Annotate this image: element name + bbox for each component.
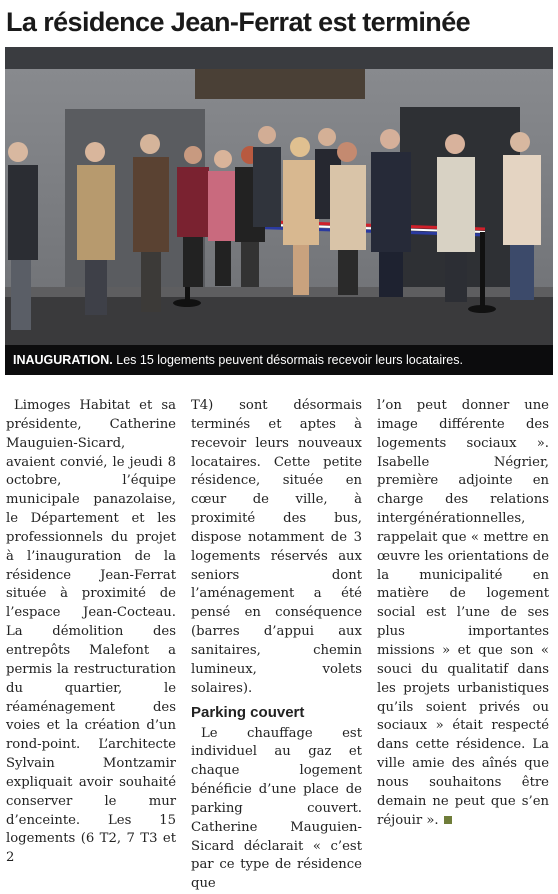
caption-text: Les 15 logements peuvent désormais recevoir leurs locataires.: [113, 353, 463, 367]
article-column-2: [191, 397, 362, 894]
inauguration-photo: [5, 47, 553, 375]
column-2-text-a: T4) sont désormais terminés et aptes à recevoir leurs nouveaux locataires. Cette petite résidence, située en cœur de ville, à proximité des bus, dispose notamment de 3 logements réservés aux seniors dont l’aménagement a été pensé en conséquence (barres d’appui aux sanitaires, chemin lumineux, volets solaires).: [191, 397, 362, 699]
photo-caption: [5, 345, 553, 375]
caption-label: INAUGURATION.: [13, 353, 113, 367]
end-of-article-square-icon: [444, 816, 452, 824]
article-column-3: [377, 397, 549, 830]
column-1-text: Limoges Habitat et sa présidente, Catherine Mauguien-Sicard, avaient convié, le jeudi 8 octobre, l’équipe municipale panazolaise, le Département et les professionnels du projet à l’inauguration de la résidence Jean-Ferrat située à proximité de l’espace Jean-Cocteau. La démolition des entrepôts Malefont a permis la restructuration du quartier, le réaménagement des voies et la création d’un rond-point. L’architecte Sylvain Montzamir expliquait avoir souhaité conserver le mur d’enceinte. Les 15 logements (6 T2, 7 T3 et 2: [6, 397, 176, 868]
photo-illustration: [5, 47, 553, 375]
article-column-1: [6, 397, 176, 868]
column-2-text-b: Le chauffage est individuel au gaz et chaque logement bénéficie d’une place de parking couvert. Catherine Mauguien-Sicard déclarait « c’est par ce type de résidence que: [191, 725, 362, 894]
column-3-text: l’on peut donner une image différente des logements sociaux ». Isabelle Négrier, première adjointe en charge des relations intergénérationnelles, rappelait que « mettre en œuvre les orientations de la municipalité en matière de logement social est l’une de ses plus importantes missions » et que son « souci du qualitatif dans les projets urbanistiques qu’ils soient privés ou sociaux » était respecté dans cette résidence. La ville amie des aînés que nous souhaitons être demain ne peut que s’en réjouir ».: [377, 398, 549, 828]
subheading: Parking couvert: [191, 703, 362, 723]
headline: La résidence Jean-Ferrat est terminée: [6, 4, 554, 40]
